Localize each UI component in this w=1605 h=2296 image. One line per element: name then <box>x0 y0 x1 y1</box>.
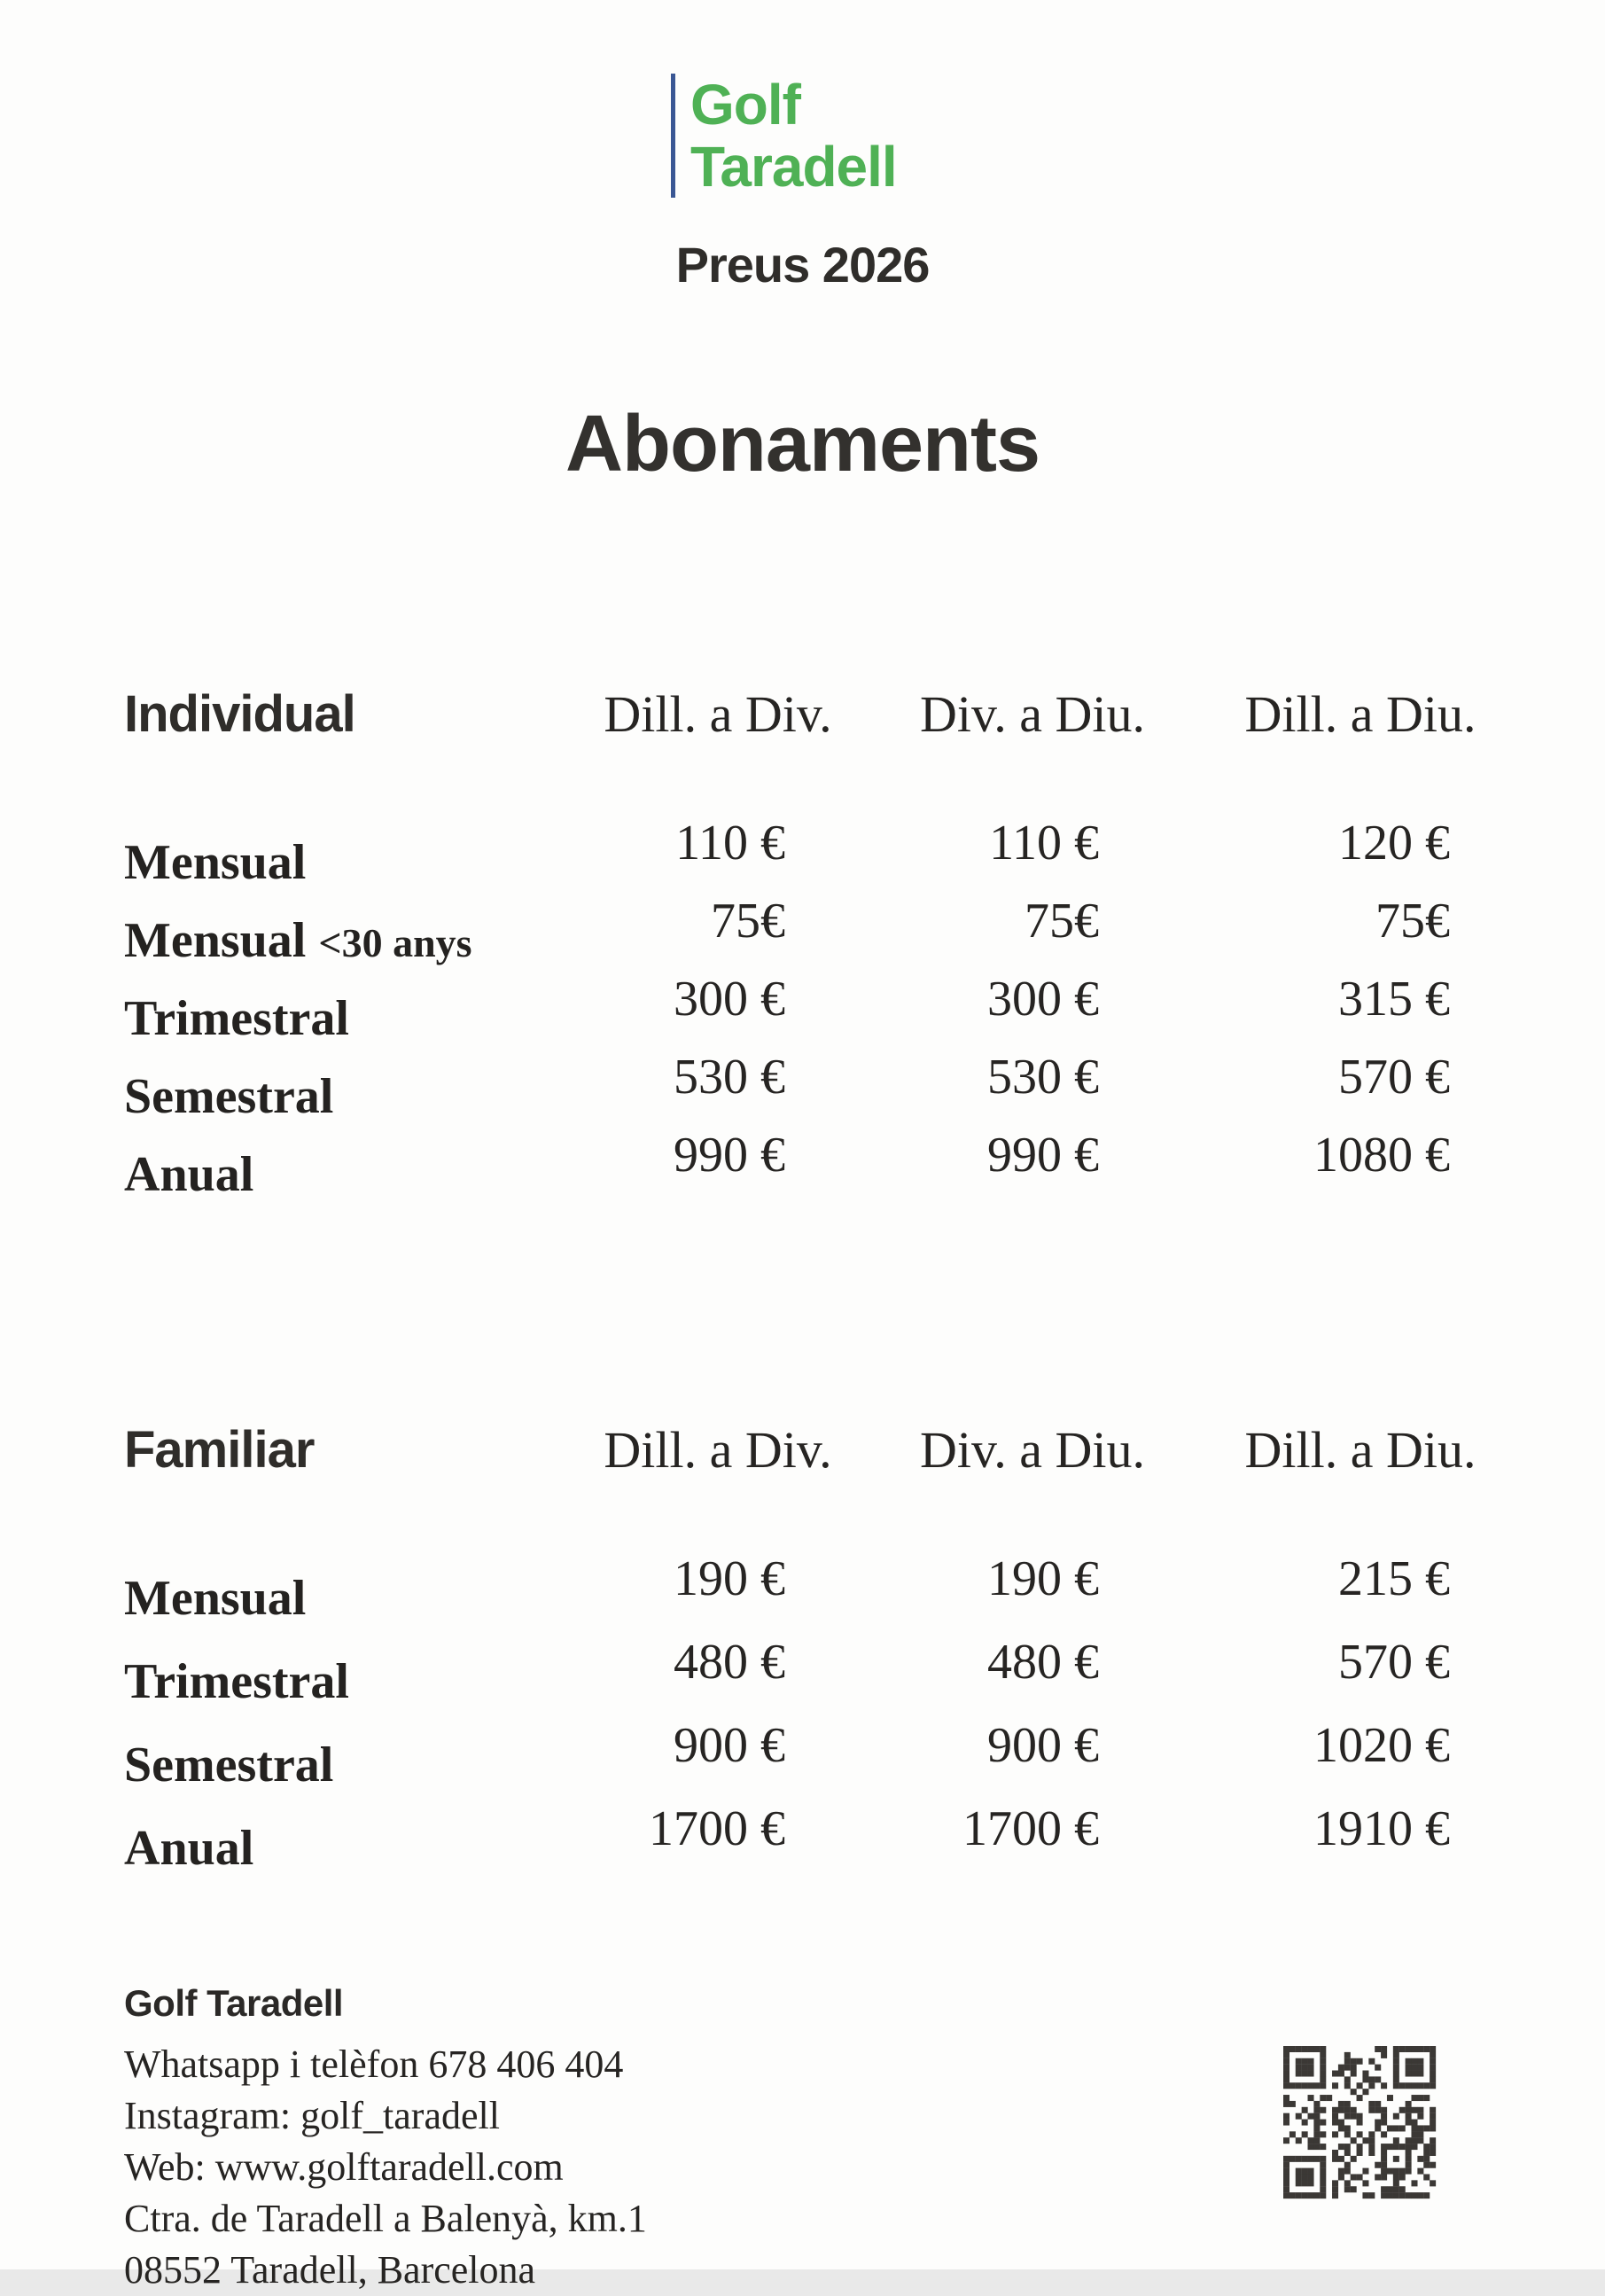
price-cell: 530 € <box>674 1050 785 1105</box>
price-cell: 1020 € <box>1313 1718 1450 1773</box>
price-row <box>124 1718 1507 1793</box>
price-cell: 1700 € <box>962 1801 1099 1856</box>
footer-line: 08552 Taradell, Barcelona <box>124 2248 536 2292</box>
price-cell: 75€ <box>711 894 785 949</box>
qr-code <box>1283 2046 1436 2198</box>
footer-line: Ctra. de Taradell a Balenyà, km.1 <box>124 2197 647 2240</box>
plan-label: Semestral <box>124 1738 334 1792</box>
column-header-mon-sun: Dill. a Diu. <box>1244 1421 1476 1479</box>
individual-table <box>124 684 1507 1224</box>
price-cell: 990 € <box>674 1128 785 1183</box>
familiar-rows <box>124 1551 1507 1877</box>
price-row <box>124 894 1507 969</box>
price-cell: 570 € <box>1338 1050 1450 1105</box>
footer-line: Whatsapp i telèfon 678 406 404 <box>124 2042 624 2086</box>
section-title-familiar: Familiar <box>124 1421 315 1479</box>
price-row <box>124 1551 1507 1627</box>
price-cell: 315 € <box>1338 972 1450 1027</box>
section-title-individual: Individual <box>124 685 355 743</box>
price-row <box>124 1128 1507 1203</box>
price-cell: 300 € <box>674 972 785 1027</box>
price-cell: 300 € <box>987 972 1099 1027</box>
individual-rows <box>124 816 1507 1203</box>
price-cell: 190 € <box>987 1551 1099 1606</box>
price-cell: 480 € <box>674 1635 785 1690</box>
logo-line1: Golf <box>690 73 800 137</box>
price-cell: 900 € <box>674 1718 785 1773</box>
logo-line2: Taradell <box>690 135 897 199</box>
price-cell: 990 € <box>987 1128 1099 1183</box>
price-row <box>124 1635 1507 1710</box>
plan-label: Trimestral <box>124 991 349 1046</box>
column-header-mon-fri: Dill. a Div. <box>604 1421 832 1479</box>
logo-bar <box>671 74 675 198</box>
price-cell: 1080 € <box>1313 1128 1450 1183</box>
column-header-fri-sun: Div. a Diu. <box>920 1421 1145 1479</box>
price-cell: 480 € <box>987 1635 1099 1690</box>
column-header-mon-fri: Dill. a Div. <box>604 685 832 743</box>
footer-line: Web: www.golftaradell.com <box>124 2145 564 2189</box>
footer-contact-lines <box>124 2039 647 2296</box>
column-header-fri-sun: Div. a Diu. <box>920 685 1145 743</box>
plan-label: Mensual <box>124 1571 307 1626</box>
logo-text <box>690 74 897 198</box>
price-row <box>124 816 1507 891</box>
plan-label: Mensual <30 anys <box>124 913 472 968</box>
footer-line: Instagram: golf_taradell <box>124 2094 500 2137</box>
column-header-mon-sun: Dill. a Diu. <box>1244 685 1476 743</box>
price-cell: 75€ <box>1375 894 1450 949</box>
plan-label: Semestral <box>124 1069 334 1124</box>
plan-label: Anual <box>124 1147 254 1202</box>
price-cell: 110 € <box>989 816 1099 871</box>
price-cell: 120 € <box>1338 816 1450 871</box>
price-cell: 110 € <box>675 816 785 871</box>
subtitle: Preus 2026 <box>675 237 930 293</box>
price-cell: 190 € <box>674 1551 785 1606</box>
individual-table-header <box>124 684 1507 744</box>
price-row <box>124 1801 1507 1877</box>
familiar-table-header <box>124 1420 1507 1480</box>
plan-label: Anual <box>124 1821 254 1876</box>
footer <box>124 1982 647 2296</box>
price-cell: 75€ <box>1025 894 1099 949</box>
price-cell: 570 € <box>1338 1635 1450 1690</box>
familiar-table <box>124 1420 1507 1903</box>
page-title: Abonaments <box>565 400 1040 488</box>
plan-label: Mensual <box>124 835 307 890</box>
price-cell: 530 € <box>987 1050 1099 1105</box>
price-cell: 1910 € <box>1313 1801 1450 1856</box>
price-row <box>124 972 1507 1047</box>
price-cell: 1700 € <box>649 1801 785 1856</box>
footer-company: Golf Taradell <box>124 1982 344 2024</box>
price-cell: 215 € <box>1338 1551 1450 1606</box>
price-row <box>124 1050 1507 1125</box>
plan-label: Trimestral <box>124 1654 349 1709</box>
logo <box>671 74 897 198</box>
price-cell: 900 € <box>987 1718 1099 1773</box>
